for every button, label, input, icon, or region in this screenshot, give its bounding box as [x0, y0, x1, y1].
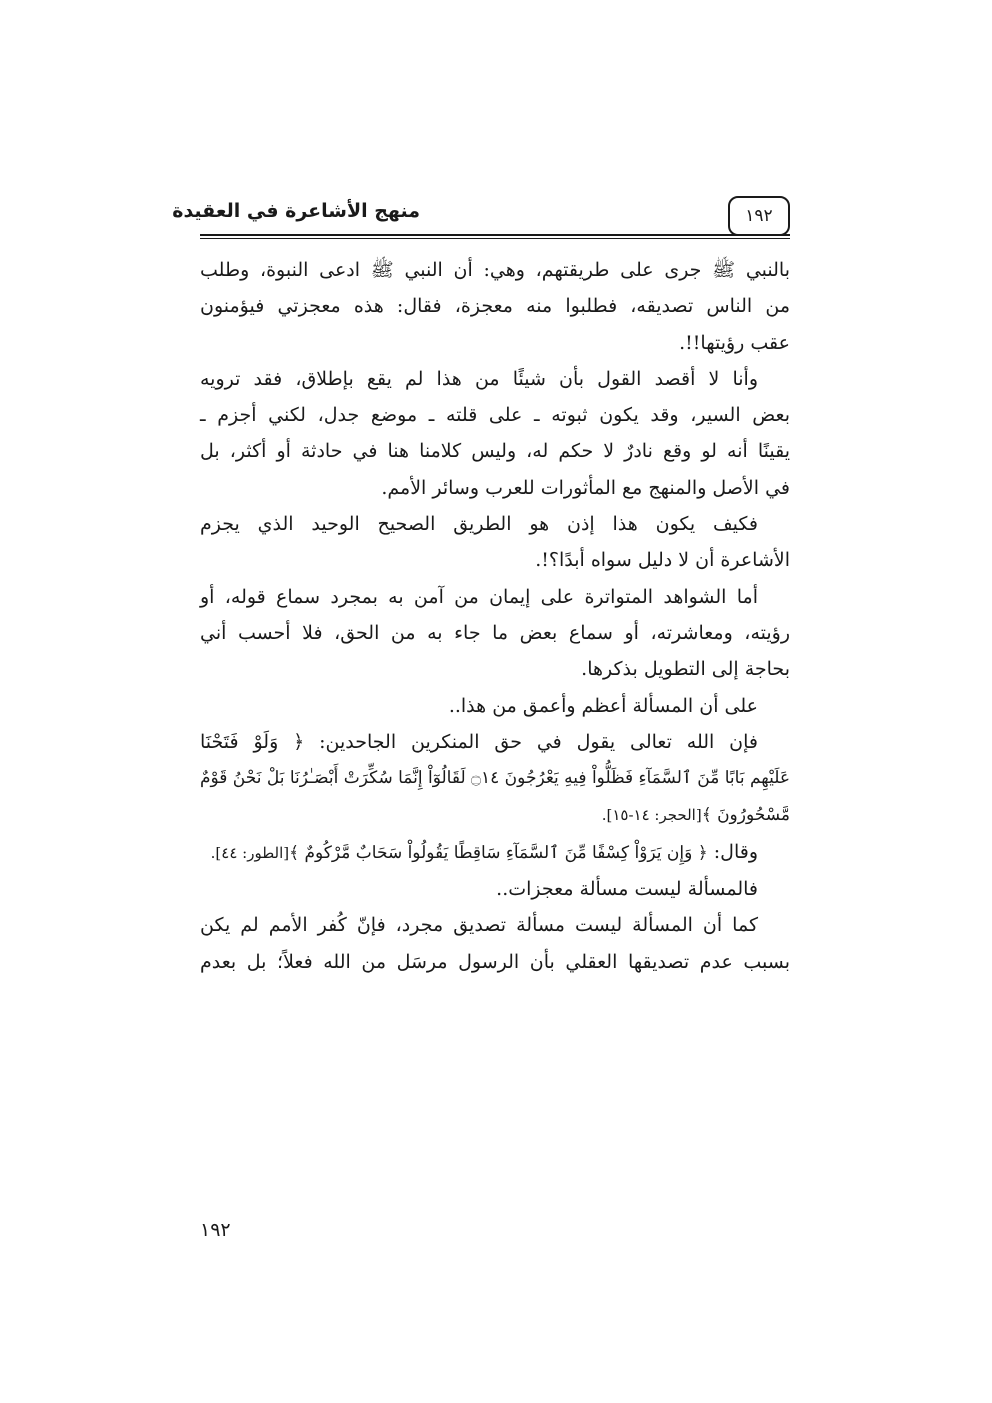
paragraph-3: [200, 506, 790, 579]
quran-verse-line: عَلَيْهِم بَابًا مِّنَ ٱلسَّمَآءِ فَظَلُّواْ فِيهِ يَعْرُجُونَ ۝١٤ لَقَالُوٓاْ إِنَّمَا سُكِّرَتْ أَبْصَـٰرُنَا بَلْ نَحْنُ قَوْمٌ: [199, 768, 790, 789]
text-line: من الناس تصديقه، فطلبوا منه معجزة، فقال: هذه معجزتي فيؤمنون: [200, 295, 790, 318]
verse-reference: [الحجر: ١٤-١٥].: [601, 806, 702, 825]
quran-verse-end: مَّسْحُورُونَ ﴾: [701, 805, 790, 826]
book-title: منهج الأشاعرة في العقيدة: [172, 200, 420, 222]
paragraph-4: [200, 579, 790, 688]
text-line: الأشاعرة أن لا دليل سواه أبدًا؟!.: [535, 549, 790, 572]
text-line: يقينًا أنه لو وقع نادرٌ لا حكم له، وليس كلامنا هنا في حادثة أو أكثر، بل: [200, 440, 790, 463]
footer-page-number: ١٩٢: [200, 1219, 231, 1241]
text-line: فالمسألة ليست مسألة معجزات..: [496, 878, 758, 901]
text-line: بسبب عدم تصديقها العقلي بأن الرسول مرسَل من الله فعلاً؛ بل بعدم: [200, 950, 790, 973]
paragraph-2: [200, 361, 790, 506]
text-line: فإن الله تعالى يقول في حق المنكرين الجاحدين: ﴿ وَلَوْ فَتَحْنَا: [200, 730, 758, 753]
header-page-number: ١٩٢: [728, 196, 790, 236]
text-line: على أن المسألة أعظم وأعمق من هذا..: [448, 694, 758, 717]
paragraph-9: [200, 907, 790, 980]
text-line: أما الشواهد المتواترة على إيمان من آمن به بمجرد سماع قوله، أو: [200, 585, 758, 608]
text-line: فكيف يكون هذا إذن هو الطريق الصحيح الوحيد الذي يجزم: [200, 513, 758, 536]
text-line: رؤيته، ومعاشرته، أو سماع بعض ما جاء به من الحق، فلا أحسب أني: [200, 621, 790, 644]
text-line: بالنبي ﷺ جرى على طريقتهم، وهي: أن النبي ﷺ ادعى النبوة، وطلب: [200, 259, 790, 281]
paragraph-5: [200, 688, 790, 724]
text-line: في الأصل والمنهج مع المأثورات للعرب وسائر الأمم.: [381, 476, 790, 499]
quran-verse: ﴿ وَإِن يَرَوْاْ كِسْفًا مِّنَ ٱلسَّمَآءِ سَاقِطًا يَقُولُواْ سَحَابٌ مَّرْكُومٌ ﴾: [289, 842, 708, 863]
text-line: بحاجة إلى التطويل بذكرها.: [581, 658, 790, 681]
paragraph-7: [200, 834, 790, 871]
text-lead: وقال:: [707, 840, 758, 863]
text-line: عقب رؤيتها!!.: [679, 331, 790, 354]
running-header: [172, 196, 790, 242]
paragraph-1: [200, 252, 790, 361]
header-rule: [200, 234, 790, 236]
body-text: [200, 252, 790, 980]
paragraph-8: [200, 871, 790, 907]
text-line: كما أن المسألة ليست مسألة تصديق مجرد، فإنّ كُفر الأمم لم يكن: [200, 914, 758, 937]
paragraph-6: [200, 724, 790, 834]
verse-reference: [الطور: ٤٤].: [210, 843, 290, 862]
text-line: [200, 834, 790, 871]
header-rule-thin: [200, 238, 790, 239]
text-line: بعض السير، وقد يكون ثبوته ـ على قلته ـ موضع جدل، لكني أجزم ـ: [200, 404, 790, 427]
text-line: [200, 796, 790, 833]
text-line: وأنا لا أقصد القول بأن شيئًا من هذا لم يقع بإطلاق، فقد ترويه: [200, 367, 758, 390]
